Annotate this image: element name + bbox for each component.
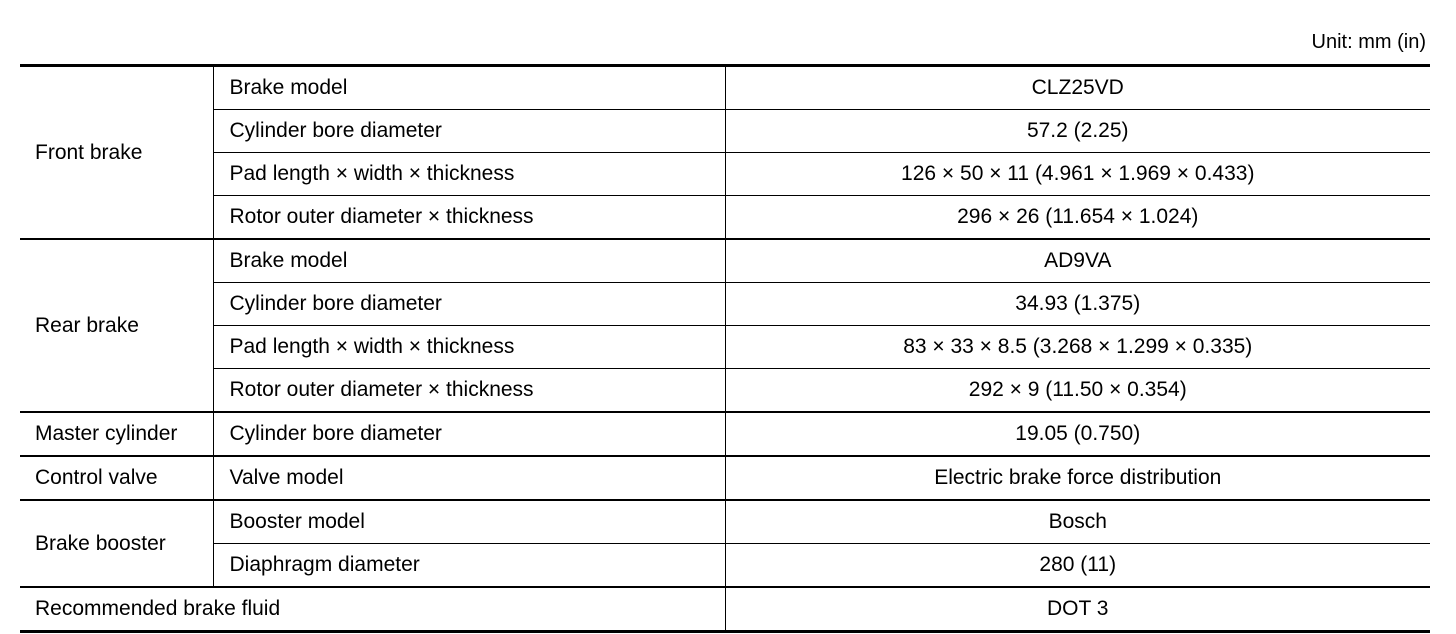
table-row [20,196,1430,240]
item-value: Bosch [725,500,1430,544]
item-value: CLZ25VD [1031,76,1124,99]
table-row [20,412,1430,456]
table-row [20,110,1430,153]
table-row [20,326,1430,369]
table-row [20,153,1430,196]
item-label: Booster model [213,500,725,544]
group-brake-fluid: Recommended brake fluid [20,587,725,632]
item-label: Valve model [213,456,725,500]
item-value: 126 × 50 × 11 (4.961 × 1.969 × 0.433) [725,153,1430,196]
table-row [20,369,1430,413]
item-value: 83 × 33 × 8.5 (3.268 × 1.299 × 0.335) [725,326,1430,369]
table-row [20,500,1430,544]
table-row [20,239,1430,283]
item-label: Cylinder bore diameter [213,283,725,326]
item-value: 34.93 (1.375) [725,283,1430,326]
group-master-cylinder: Master cylinder [20,412,213,456]
item-value: 292 × 9 (11.50 × 0.354) [725,369,1430,413]
unit-label: Unit: mm (in) [1311,31,1426,53]
item-value: 296 × 26 (11.654 × 1.024) [725,196,1430,240]
item-value: Electric brake force distribution [725,456,1430,500]
table-row [20,66,1430,110]
item-value: AD9VA [725,239,1430,283]
table-row [20,283,1430,326]
item-label: Rotor outer diameter × thickness [213,369,725,413]
group-control-valve: Control valve [20,456,213,500]
group-front-brake: Front brake [20,66,213,240]
item-label: Diaphragm diameter [213,544,725,588]
group-rear-brake: Rear brake [20,239,213,412]
table-row [20,587,1430,632]
item-value: 57.2 (2.25) [725,110,1430,153]
item-label: Pad length × width × thickness [213,326,725,369]
item-value: 19.05 (0.750) [725,412,1430,456]
item-label: Cylinder bore diameter [213,412,725,456]
brake-spec-table [20,64,1430,633]
table-row [20,456,1430,500]
item-value: 280 (11) [725,544,1430,588]
item-label: Rotor outer diameter × thickness [213,196,725,240]
table-row [20,544,1430,588]
item-label: Brake model [213,66,725,110]
item-label: Pad length × width × thickness [213,153,725,196]
group-brake-booster: Brake booster [20,500,213,587]
item-label: Cylinder bore diameter [213,110,725,153]
item-label: Brake model [213,239,725,283]
item-value: DOT 3 [725,587,1430,632]
